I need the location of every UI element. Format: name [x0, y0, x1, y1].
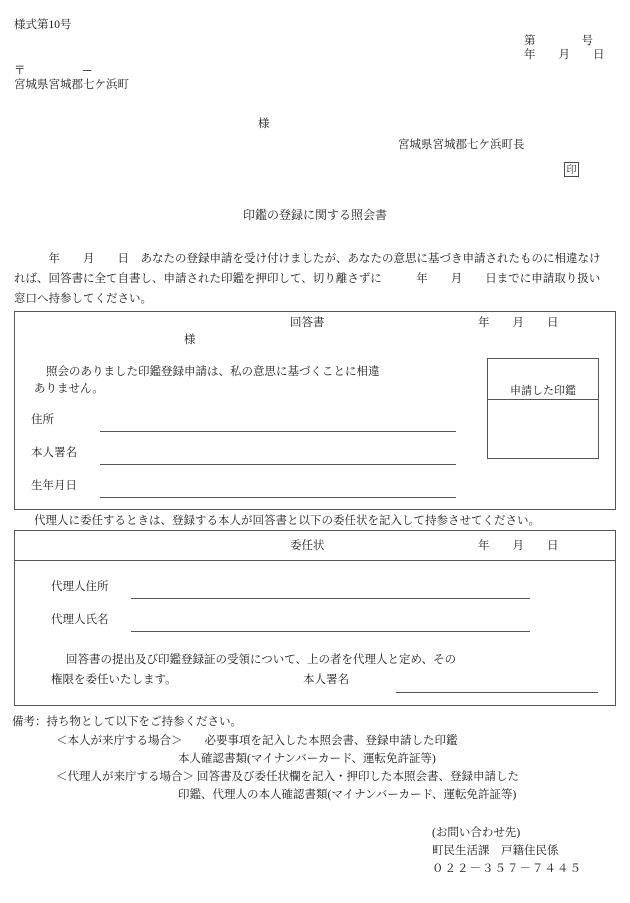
postal-code-field: 〒 ─	[14, 65, 92, 77]
remarks-case-self	[56, 732, 458, 748]
document-date-field: 年 月 日	[524, 49, 605, 61]
answer-statement-line-2: ありません。	[34, 383, 104, 395]
document-number-field: 第 号	[524, 35, 593, 47]
answer-form-date-field: 年 月 日	[478, 317, 559, 329]
document-title: 印鑑の登録に関する照会書	[242, 208, 387, 222]
label-address: 住所	[31, 414, 54, 426]
body-paragraph-line-1: 年 月 日 あなたの登録申請を受け付けましたが、あなたの意思に基づき申請されたものに相違なけ	[14, 253, 601, 265]
addressee-honorific: 様	[258, 118, 270, 130]
body-paragraph-line-2: れば、回答書に全て自書し、申請された印鑑を押印して、切り離さずに 年 月 日までに申請取り扱い	[14, 273, 601, 285]
sender-address: 宮城県宮城郡七ケ浜町	[14, 79, 129, 91]
proxy-instruction-note: 代理人に委任するときは、登録する本人が回答書と以下の委任状を記入して持参させてください。	[34, 515, 540, 527]
address-input-line[interactable]	[100, 431, 456, 432]
answer-form-title: 回答書	[290, 317, 325, 329]
remarks-case-proxy-item-1: 回答書及び委任状欄を記入・押印した本照会書、登録申請した	[197, 771, 519, 783]
label-proxy-address: 代理人住所	[51, 581, 109, 593]
applied-seal-box-title: 申請した印鑑	[488, 383, 598, 400]
birthdate-input-line[interactable]	[100, 497, 456, 498]
issuer-name: 宮城県宮城郡七ケ浜町長	[398, 139, 525, 151]
label-principal-signature: 本人署名	[303, 674, 349, 686]
label-proxy-name: 代理人氏名	[51, 614, 109, 626]
self-signature-input-line[interactable]	[100, 464, 456, 465]
delegation-header-divider	[14, 560, 616, 561]
official-seal-box: 印	[564, 162, 579, 177]
delegation-statement-line-2: 権限を委任いたします。	[51, 674, 177, 686]
remarks-case-self-label: ＜本人が来庁する場合＞	[56, 735, 183, 747]
delegation-statement-line-1: 回答書の提出及び印鑑登録証の受領について、上の者を代理人と定め、その	[66, 654, 457, 666]
answer-statement-line-1: 照会のありました印鑑登録申請は、私の意思に基づくことに相違	[46, 366, 380, 378]
contact-department: 町民生活課 戸籍住民係	[432, 845, 559, 857]
remarks-case-proxy-label: ＜代理人が来庁する場合＞	[56, 771, 194, 783]
principal-signature-input-line[interactable]	[396, 692, 598, 693]
remarks-case-self-item-1: 必要事項を記入した本照会書、登録申請した印鑑	[204, 735, 458, 747]
applied-seal-impression-area[interactable]	[488, 424, 598, 506]
proxy-name-input-line[interactable]	[131, 631, 530, 632]
applied-seal-box	[487, 358, 599, 459]
remarks-case-self-item-2: 本人確認書類(マイナンバーカード、運転免許証等)	[178, 753, 436, 765]
form-number: 様式第10号	[14, 19, 72, 31]
label-birthdate: 生年月日	[31, 480, 77, 492]
label-self-signature: 本人署名	[31, 447, 77, 459]
contact-heading: (お問い合わせ先)	[432, 827, 521, 839]
contact-phone-number: ０２２－３５７－７４４５	[432, 863, 582, 875]
remarks-case-proxy-item-2: 印鑑、代理人の本人確認書類(マイナンバーカード、運転免許証等)	[178, 789, 517, 801]
remarks-heading: 備考：持ち物として以下をご持参ください。	[12, 716, 242, 728]
remarks-case-proxy	[56, 768, 519, 784]
proxy-address-input-line[interactable]	[131, 598, 530, 599]
body-paragraph-line-3: 窓口へ持参してください。	[14, 293, 152, 305]
delegation-form-date-field: 年 月 日	[478, 540, 559, 552]
delegation-form-title: 委任状	[290, 540, 325, 552]
answer-form-honorific: 様	[184, 334, 196, 346]
